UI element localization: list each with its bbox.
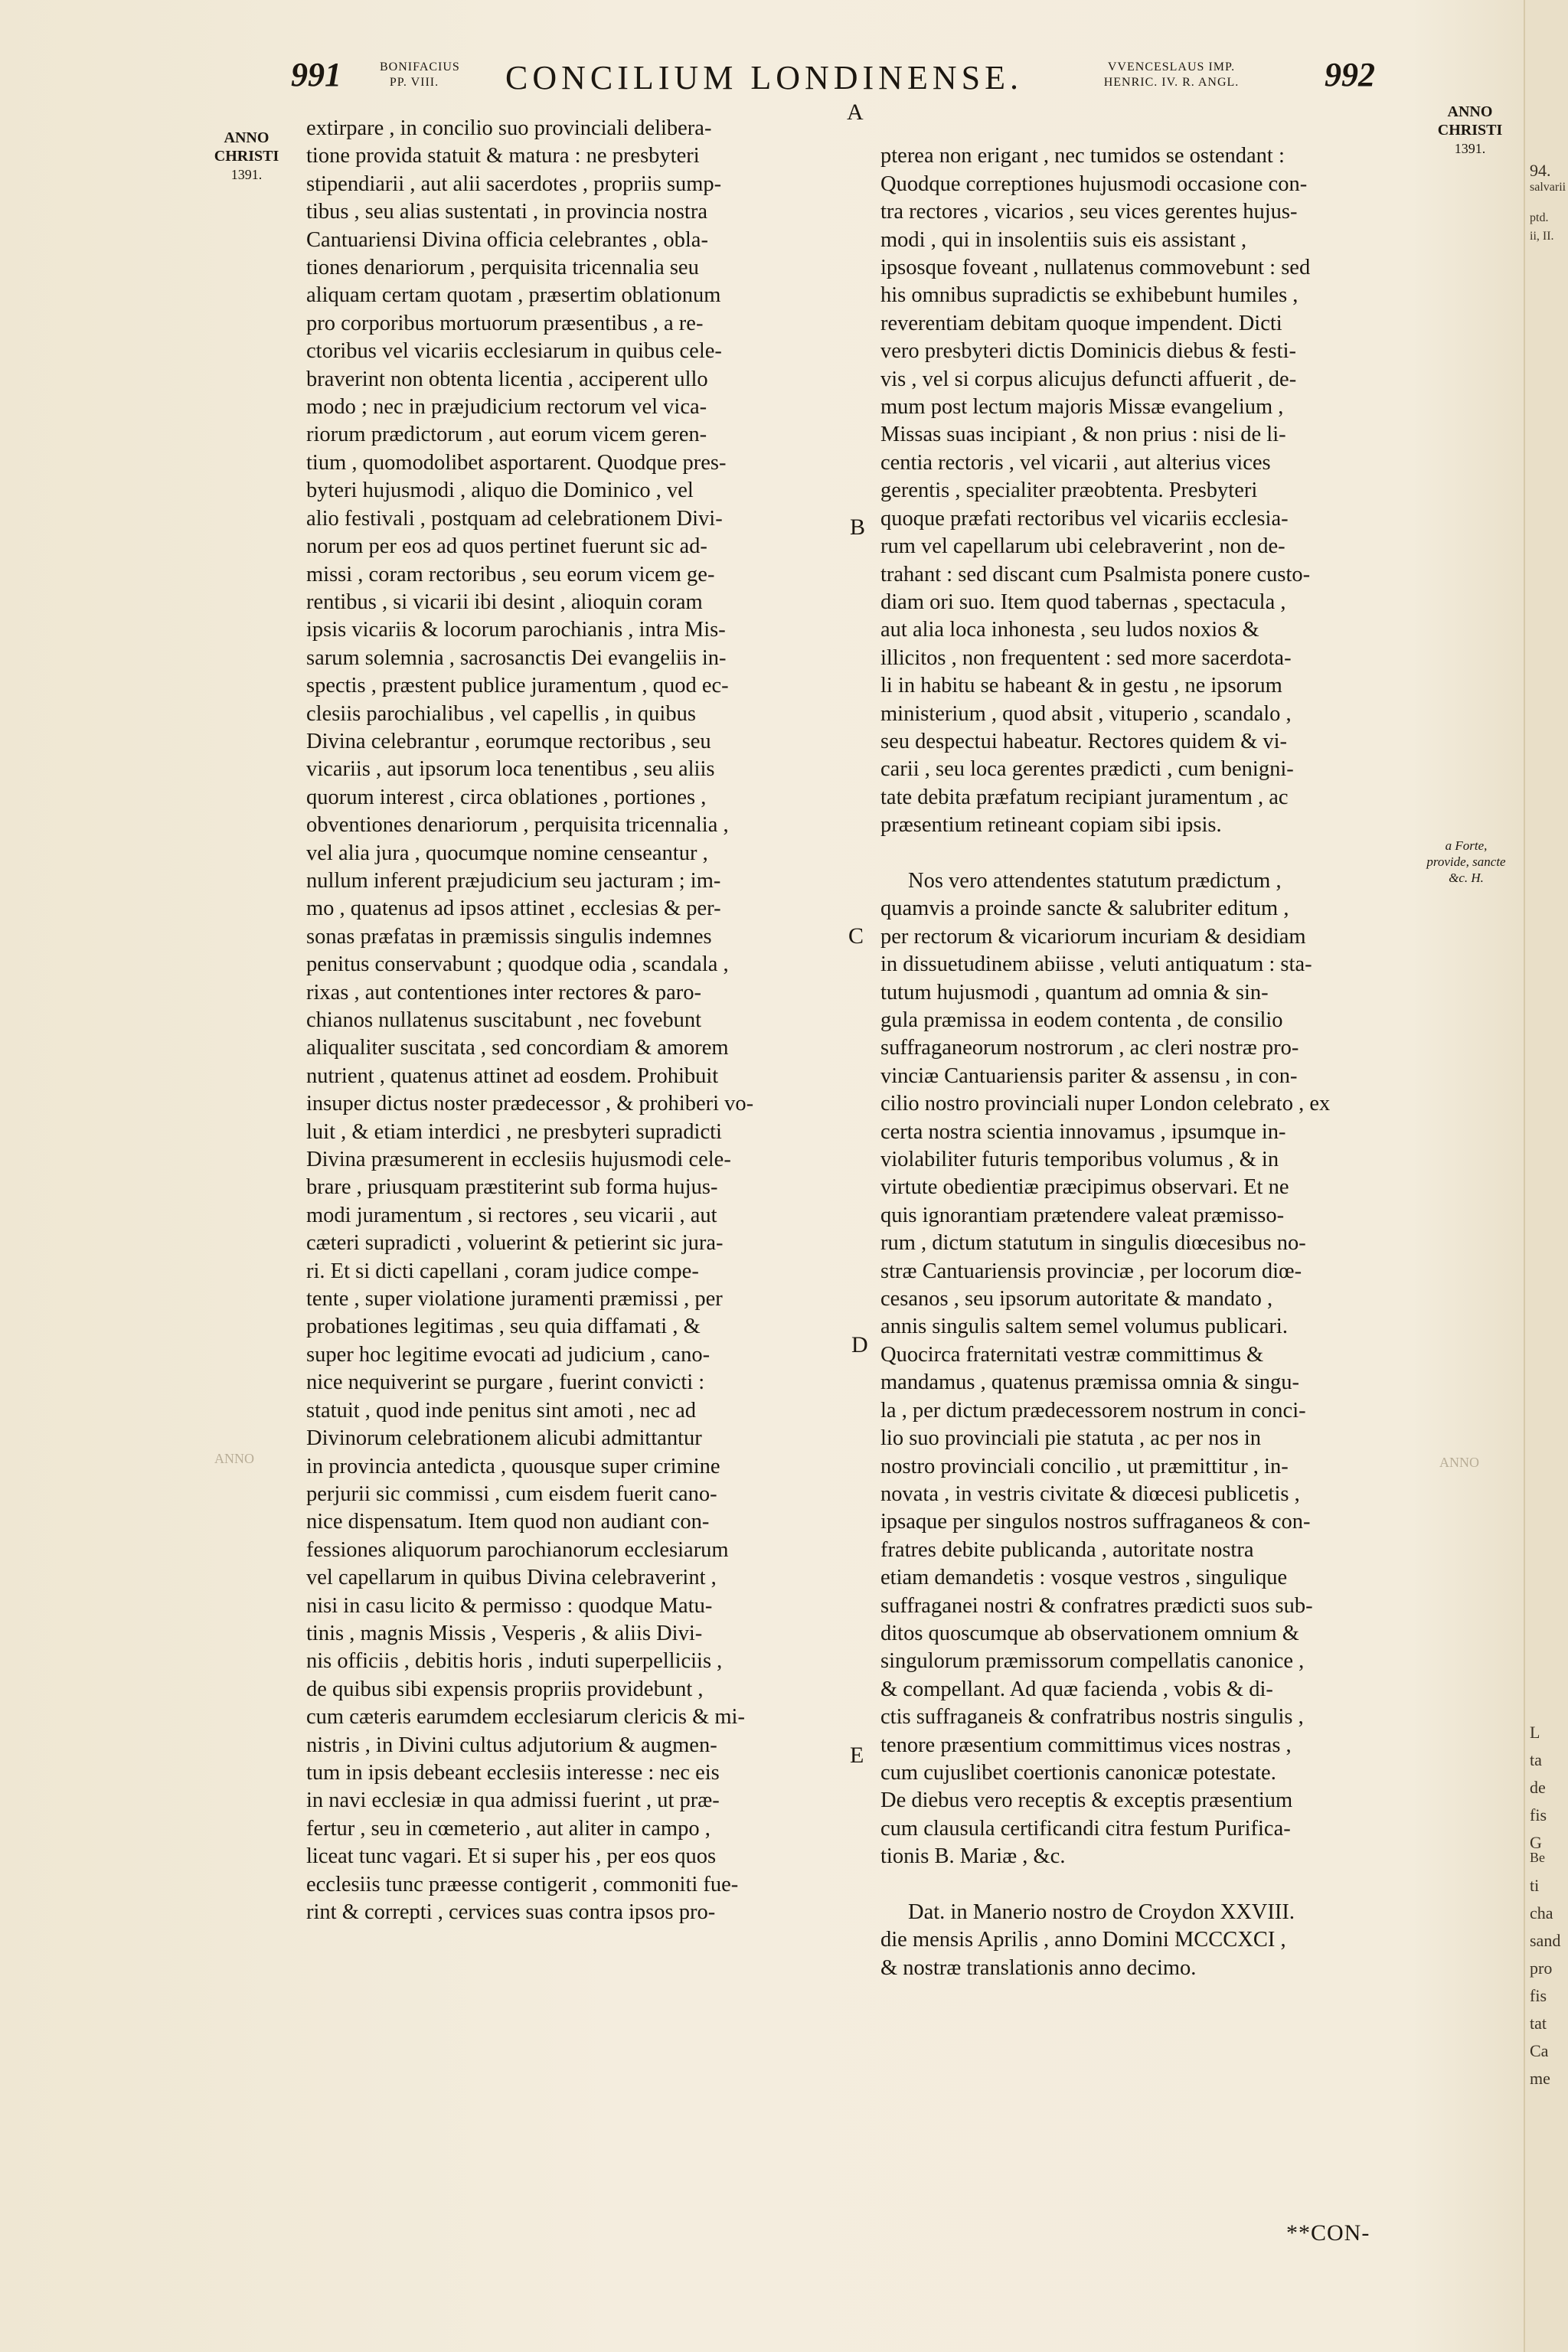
section-letter-d: D bbox=[851, 1332, 868, 1357]
right-column bbox=[880, 115, 1416, 2011]
section-letter-e: E bbox=[850, 1743, 864, 1768]
strip-fragment: fis bbox=[1530, 1805, 1547, 1824]
pope-name: BONIFACIUS bbox=[380, 60, 460, 74]
strip-fragment: ii, II. bbox=[1530, 230, 1554, 243]
strip-fragment: sand bbox=[1530, 1931, 1561, 1950]
section-letter-b: B bbox=[850, 514, 866, 540]
strip-fragment: Ca bbox=[1530, 2041, 1549, 2060]
adjacent-page-strip bbox=[1524, 0, 1568, 2352]
strip-fragment: G bbox=[1530, 1833, 1542, 1852]
margin-note: a Forte, provide, sancte &c. H. bbox=[1426, 838, 1506, 885]
strip-fragment: Be bbox=[1530, 1850, 1545, 1865]
strip-fragment: cha bbox=[1530, 1903, 1553, 1922]
margin-year-right bbox=[1424, 103, 1516, 158]
section-letter-c: C bbox=[848, 923, 864, 949]
strip-fragment: 94. bbox=[1530, 161, 1551, 180]
show-through-text: ANNO bbox=[214, 1451, 254, 1466]
running-header bbox=[291, 54, 1485, 115]
strip-fragment: pro bbox=[1530, 1958, 1553, 1978]
right-column-paragraph-2: Nos vero attendentes statutum prædictum , quamvis a proinde sancte & salubriter editum , per rectorum & vicariorum incuriam & desidiam in dissuetudinem abiisse , veluti antiquatum : sta- tutum hujusmodi , quantum ad omnia & sin- gula præmissa in eodem contenta , de consilio suffraganeorum nostrorum , ac cleri nostræ pro- vinciæ Cantuariensis pariter & assensu , in con- cilio nostro provinciali nuper London celebrato , ex certa nostra scientia innovamus , ipsumque in- violabiliter futuris temporibus volumus , & in virtute obedientiæ præcipimus observari. Et ne quis ignorantiam prætendere valeat præmisso- rum , dictum statutum in singulis diœcesibus no- stræ Cantuariensis provinciæ , per locorum diœ- cesanos , seu ipsorum autoritate & mandato , annis singulis saltem semel volumus publicari. Quocirca fraternitati vestræ committimus & mandamus , quatenus præmissa omnia & singu- la , per dictum prædecessorem nostrum in conci- lio suo provinciali pie statuta , ac per nos in nostro provinciali concilio , ut præmittitur , in- novata , in vestris civitate & diœcesi publicetis , ipsaque per singulos nostros suffraganeos & con- fratres debite publicanda , autoritate nostra etiam demandetis : vosque vestros , singulique suffraganei nostri & confratres prædicti suos sub- ditos quoscumque ab observationem omnium & singulorum præmissorum compellatis canonice , & compellant. Ad quæ facienda , vobis & di- ctis suffraganeis & confratribus nostris singulis , tenore præsentium committimus vices nostras , cum cujuslibet coertionis canonicæ potestate. De diebus vero receptis & exceptis præsentium cum clausula certificandi citra festum Purifica- tionis B. Mariæ , &c. bbox=[880, 868, 1331, 1869]
strip-fragment: tat bbox=[1530, 2014, 1547, 2033]
strip-fragment: ti bbox=[1530, 1876, 1540, 1895]
section-letter-a: A bbox=[847, 100, 864, 125]
margin-year-value: 1391. bbox=[1454, 141, 1486, 156]
page-number-right: 992 bbox=[1325, 56, 1375, 93]
margin-christi: CHRISTI bbox=[214, 148, 279, 165]
margin-year-left bbox=[201, 129, 292, 184]
emperor-name: VVENCESLAUS IMP. bbox=[1107, 60, 1236, 74]
king-name: HENRIC. IV. R. ANGL. bbox=[1103, 76, 1240, 89]
margin-anno: ANNO bbox=[1447, 103, 1493, 120]
pope-heading bbox=[380, 60, 460, 90]
show-through-text: ANNO bbox=[1439, 1455, 1479, 1470]
pope-title: PP. VIII. bbox=[389, 76, 439, 89]
strip-fragment: me bbox=[1530, 2069, 1550, 2088]
margin-anno: ANNO bbox=[224, 129, 270, 146]
strip-fragment: fis bbox=[1530, 1986, 1547, 2005]
strip-fragment: salvarii bbox=[1530, 181, 1566, 194]
strip-fragment: ptd. bbox=[1530, 211, 1549, 224]
strip-fragment: de bbox=[1530, 1778, 1546, 1797]
right-column-paragraph-3: Dat. in Manerio nostro de Croydon XXVIII. die mensis Aprilis , anno Domini MCCCXCI , & nostræ translationis anno decimo. bbox=[880, 1900, 1295, 1980]
strip-fragment: L bbox=[1530, 1723, 1540, 1742]
strip-fragment: ta bbox=[1530, 1750, 1542, 1769]
ruler-heading bbox=[1072, 60, 1271, 90]
catchword: **CON- bbox=[1286, 2220, 1370, 2246]
left-column-text: extirpare , in concilio suo provinciali delibera- tione provida statuit & matura : ne presbyteri stipendiarii , aut alii sacerdotes , propriis sump- tibus , seu alias sustentati , in provincia nostra Cantuariensi Divina officia celebrantes , obla- tiones denariorum , perquisita tricennalia seu aliquam certam quotam , præsertim oblationum pro corporibus mortuorum præsentibus , a re- ctoribus vel vicariis ecclesiarum in quibus cele- braverint non obtenta licentia , acciperent ullo modo ; nec in præjudicium rectorum vel vica- riorum prædictorum , aut eorum vicem geren- tium , quomodolibet asportarent. Quodque pres- byteri hujusmodi , aliquo die Dominico , vel alio festivali , postquam ad celebrationem Divi- norum per eos ad quos pertinet fuerunt sic ad- missi , coram rectoribus , seu eorum vicem ge- rentibus , si vicarii ibi desint , alioquin coram ipsis vicariis & locorum parochianis , intra Mis- sarum solemnia , sacrosanctis Dei evangeliis in- spectis , præstent publice juramentum , quod ec- clesiis parochialibus , vel capellis , in quibus Divina celebrantur , eorumque rectoribus , seu vicariis , aut ipsorum loca tenentibus , seu aliis quorum interest , circa oblationes , portiones , obventiones denariorum , perquisita tricennalia , vel alia jura , quocumque nomine censeantur , nullum inferent præjudicium seu jacturam ; im- mo , quatenus ad ipsos attinet , ecclesias & per- sonas præfatas in præmissis singulis indemnes penitus conservabunt ; quodque odia , scandala , rixas , aut contentiones inter rectores & paro- chianos nullatenus suscitabunt , nec fovebunt aliqualiter suscitata , sed concordiam & amorem nutrient , quatenus attinet ad eosdem. Prohibuit insuper dictus noster prædecessor , & prohiberi vo- luit , & etiam interdici , ne presbyteri supradicti Divina præsumerent in ecclesiis hujusmodi cele- brare , priusquam præstiterint sub forma hujus- modi juramentum , si rectores , seu vicarii , aut cæteri supradicti , voluerint & petierint sic jura- ri. Et si dicti capellani , coram judice compe- tente , super violatione juramenti præmissi , per probationes legitimas , seu quia diffamati , & super hoc legitime evocati ad judicium , cano- nice nequiverint se purgare , fuerint convicti : statuit , quod inde penitus sint amoti , nec ad Divinorum celebrationem alicubi admittantur in provincia antedicta , quousque super crimine perjurii sic commissi , cum eisdem fuerit cano- nice dispensatum. Item quod non audiant con- fessiones aliquorum parochianorum ecclesiarum vel capellarum in quibus Divina celebraverint , nisi in casu licito & permisso : quodque Matu- tinis , magnis Missis , Vesperis , & aliis Divi- nis officiis , debitis horis , induti superpelliciis , de quibus sibi expensis propriis providebunt , cum cæteris earumdem ecclesiarum clericis & mi- nistris , in Divini cultus adjutorium & augmen- tum in ipsis debeant ecclesiis interesse : nec eis in navi ecclesiæ in qua admissi fuerint , ut præ- fertur , seu in cœmeterio , aut aliter in campo , liceat tunc vagari. Et si super his , per eos quos ecclesiis tunc præesse contigerit , commoniti fue- rint & correpti , cervices suas contra ipsos pro- bbox=[306, 116, 754, 1924]
margin-year-value: 1391. bbox=[230, 167, 263, 182]
right-column-paragraph-1: pterea non erigant , nec tumidos se ostendant : Quodque correptiones hujusmodi occasione con- tra rectores , vicarios , seu vices gerentes hujus- modi , qui in insolentiis suis eis assistant , ipsosque foveant , nullatenus commovebunt : sed his omnibus supradictis se exhibebunt humiles , reverentiam debitam quoque impendent. Dicti vero presbyteri dictis Dominicis diebus & festi- vis , vel si corpus alicujus defuncti affuerit , de- mum post lectum majoris Missæ evangelium , Missas suas incipiant , & non prius : nisi de li- centia rectoris , vel vicarii , aut alterius vices gerentis , specialiter præobtenta. Presbyteri quoque præfati rectoribus vel vicariis ecclesia- rum vel capellarum ubi celebraverint , non de- trahant : sed discant cum Psalmista ponere custo- diam ori suo. Item quod tabernas , spectacula , aut alia loca inhonesta , seu ludos noxios & illicitos , non frequentent : sed more sacerdota- li in habitu se habeant & in gestu , ne ipsorum ministerium , quod absit , vituperio , scandalo , seu despectui habeatur. Rectores quidem & vi- carii , seu loca gerentes prædicti , cum benigni- tate debita præfatum recipiant juramentum , ac præsentium retineant copiam sibi ipsis. bbox=[880, 144, 1311, 838]
page-number-left: 991 bbox=[291, 56, 341, 93]
page-title: CONCILIUM LONDINENSE. bbox=[505, 59, 1023, 96]
margin-christi: CHRISTI bbox=[1437, 122, 1503, 139]
